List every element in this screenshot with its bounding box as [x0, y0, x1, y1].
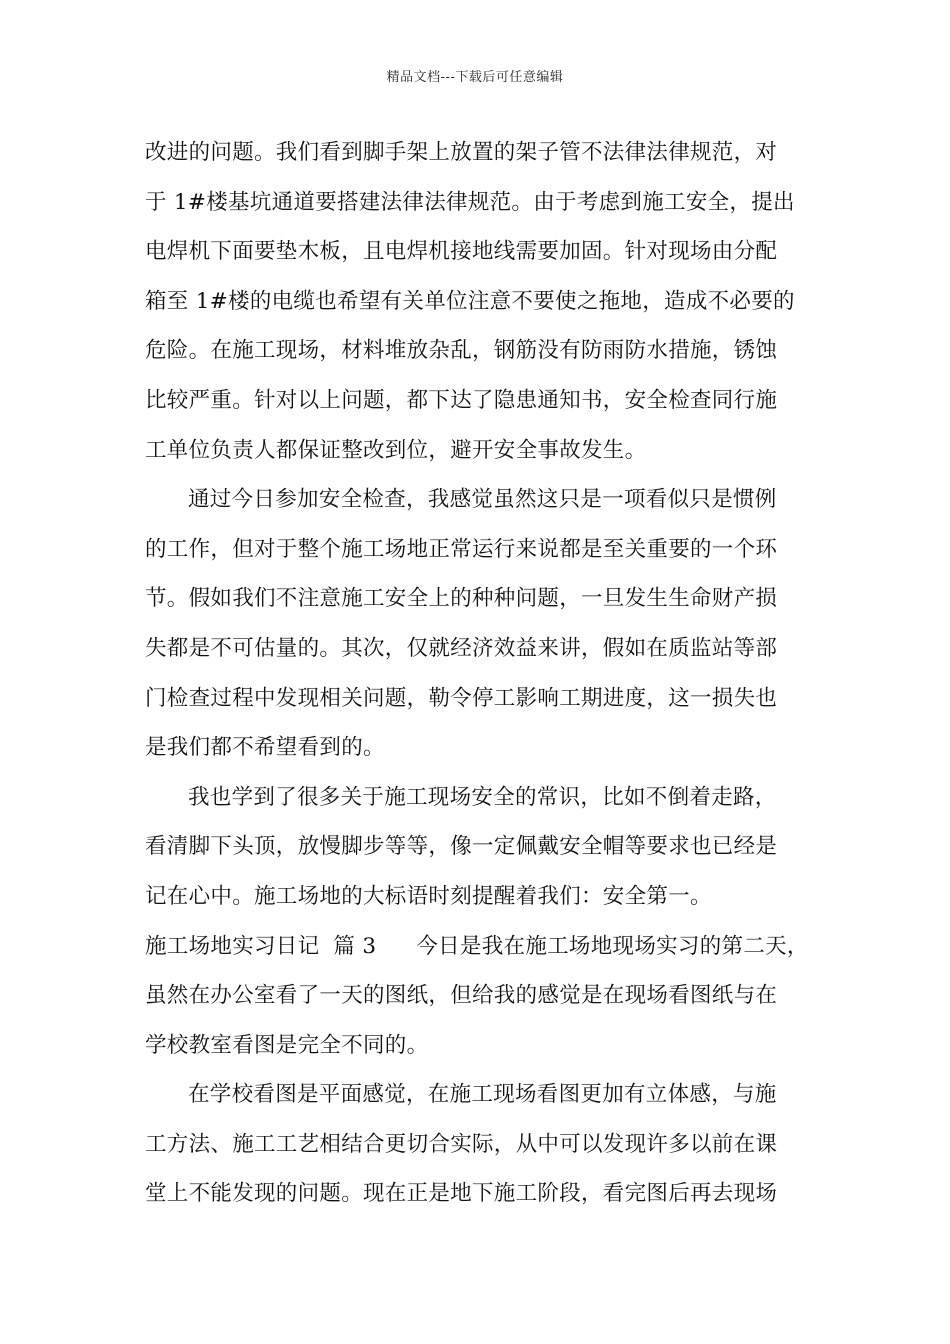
- paragraph-1: [145, 128, 810, 475]
- paragraph-3: [145, 773, 810, 922]
- text-line: 节。假如我们不注意施工安全上的种种问题，一旦发生生命财产损: [145, 586, 778, 612]
- paragraph-2: [145, 475, 810, 773]
- text-line: 于 1#楼基坑通道要搭建法律法律规范。由于考虑到施工安全，提出: [145, 189, 795, 215]
- page-header: 精品文档---下载后可任意编辑: [386, 70, 564, 85]
- text-line: 危险。在施工现场，材料堆放杂乱，钢筋没有防雨防水措施，锈蚀: [145, 338, 778, 364]
- paragraph-5: [145, 1070, 810, 1219]
- text-line: 堂上不能发现的问题。现在正是地下施工阶段，看完图后再去现场: [145, 1181, 778, 1207]
- section-heading: 施工场地实习日记: [145, 933, 320, 959]
- text-line: 通过今日参加安全检查，我感觉虽然这只是一项看似只是惯例: [188, 487, 777, 513]
- text-line: 失都是不可估量的。其次，仅就经济效益来讲，假如在质监站等部: [145, 635, 778, 661]
- heading-line: [145, 922, 810, 972]
- text-line: 是我们都不希望看到的。: [145, 735, 385, 761]
- text-line: 看清脚下头顶，放慢脚步等等，像一定佩戴安全帽等要求也已经是: [145, 834, 778, 860]
- text-line: 改进的问题。我们看到脚手架上放置的架子管不法律法律规范，对: [145, 140, 778, 165]
- paragraph-4: [145, 922, 810, 1071]
- text-line: 虽然在办公室看了一天的图纸，但给我的感觉是在现场看图纸与在: [145, 983, 778, 1009]
- text-line: 工单位负责人都保证整改到位，避开安全事故发生。: [145, 437, 647, 463]
- text-line: 电焊机下面要垫木板，且电焊机接地线需要加固。针对现场由分配: [145, 239, 778, 265]
- text-line: 的工作，但对于整个施工场地正常运行来说都是至关重要的一个环: [145, 536, 778, 562]
- text-line: 记在心中。施工场地的大标语时刻提醒着我们：安全第一。: [145, 883, 712, 909]
- text-line: 在学校看图是平面感觉，在施工现场看图更加有立体感，与施: [188, 1082, 777, 1108]
- text-line: 比较严重。针对以上问题，都下达了隐患通知书，安全检查同行施: [145, 387, 778, 413]
- text-line: 门检查过程中发现相关问题，勒令停工影响工期进度，这一损失也: [145, 685, 778, 711]
- text-line: 箱至 1#楼的电缆也希望有关单位注意不要使之拖地，造成不必要的: [145, 288, 795, 314]
- text-line: 学校教室看图是完全不同的。: [145, 1032, 429, 1058]
- section-number: 篇 3: [333, 933, 377, 959]
- document-body: [145, 128, 810, 1219]
- text-line: 今日是我在施工场地现场实习的第二天，: [416, 933, 809, 959]
- text-line: 工方法、施工工艺相结合更切合实际，从中可以发现许多以前在课: [145, 1131, 778, 1157]
- text-line: 我也学到了很多关于施工现场安全的常识，比如不倒着走路，: [188, 784, 777, 810]
